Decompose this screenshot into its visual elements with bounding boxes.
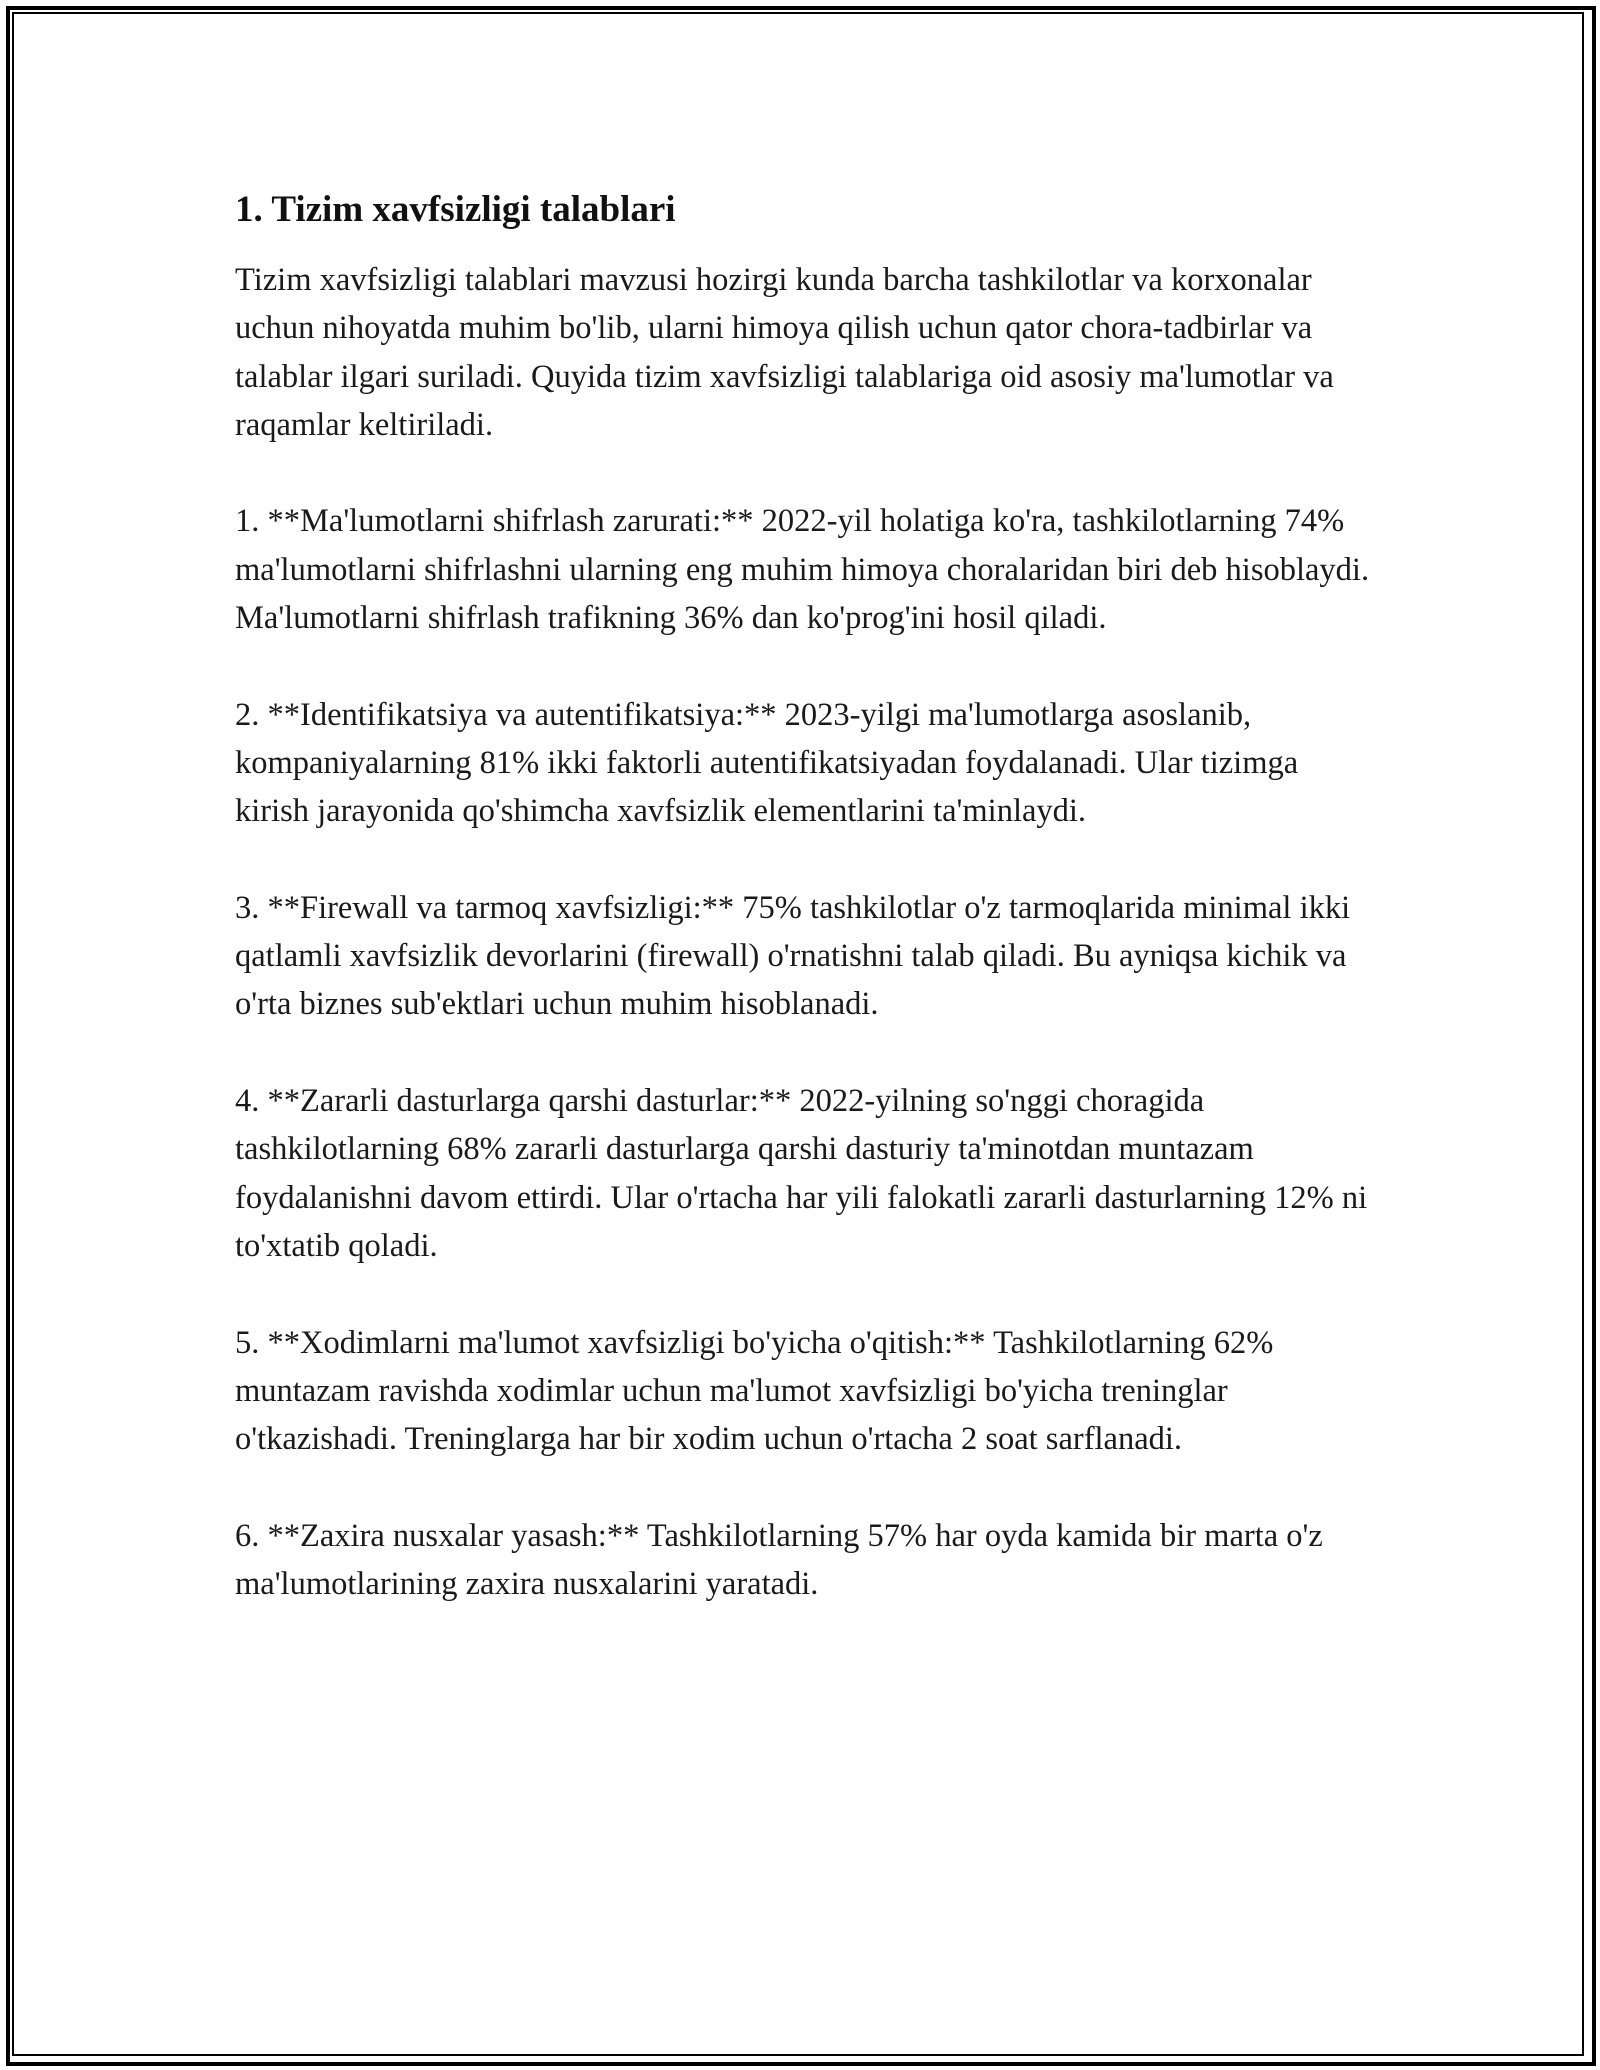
item-antimalware: 4. **Zararli dasturlarga qarshi dasturlar:** 2022-yilning so'nggi choragida tashkilotlarning 68% zararli dasturlarga qarshi dasturiy ta'minotdan muntazam foydalanishni davom ettirdi. Ular o'rtacha har yili falokatli zararli dasturlarning 12% ni to'xtatib qoladi.: [235, 1083, 1368, 1264]
item-backups: 6. **Zaxira nusxalar yasash:** Tashkilotlarning 57% har oyda kamida bir marta o'z ma'lumotlarining zaxira nusxalarini yaratadi.: [235, 1517, 1323, 1603]
item-firewall: 3. **Firewall va tarmoq xavfsizligi:** 75% tashkilotlar o'z tarmoqlarida minimal ikki qatlamli xavfsizlik devorlarini (firewall) o'rnatishni talab qiladi. Bu ayniqsa kichik va o'rta biznes sub'ektlari uchun muhim hisoblanadi.: [235, 889, 1351, 1023]
item-authentication: 2. **Identifikatsiya va autentifikatsiya:** 2023-yilgi ma'lumotlarga asoslanib, kompaniyalarning 81% ikki faktorli autentifikatsiyadan foydalanadi. Ular tizimga kirish jarayonida qo'shimcha xavfsizlik elementlarini ta'minlaydi.: [235, 696, 1299, 830]
document-body: [235, 186, 1375, 1657]
item-encryption: 1. **Ma'lumotlarni shifrlash zarurati:** 2022-yil holatiga ko'ra, tashkilotlarning 74% ma'lumotlarni shifrlashni ularning eng muhim himoya choralaridan biri deb hisoblaydi. Ma'lumotlarni shifrlash trafikning 36% dan ko'prog'ini hosil qiladi.: [235, 503, 1370, 637]
document-title: 1. Tizim xavfsizligi talablari: [235, 189, 676, 230]
item-staff-training: 5. **Xodimlarni ma'lumot xavfsizligi bo'yicha o'qitish:** Tashkilotlarning 62% muntazam ravishda xodimlar uchun ma'lumot xavfsizligi bo'yicha treninglar o'tkazishadi. Treninglarga har bir xodim uchun o'rtacha 2 soat sarflanadi.: [235, 1324, 1274, 1458]
intro-paragraph: Tizim xavfsizligi talablari mavzusi hozirgi kunda barcha tashkilotlar va korxonalar uchun nihoyatda muhim bo'lib, ularni himoya qilish uchun qator chora-tadbirlar va talablar ilgari suriladi. Quyida tizim xavfsizligi talablariga oid asosiy ma'lumotlar va raqamlar keltiriladi.: [235, 262, 1334, 443]
